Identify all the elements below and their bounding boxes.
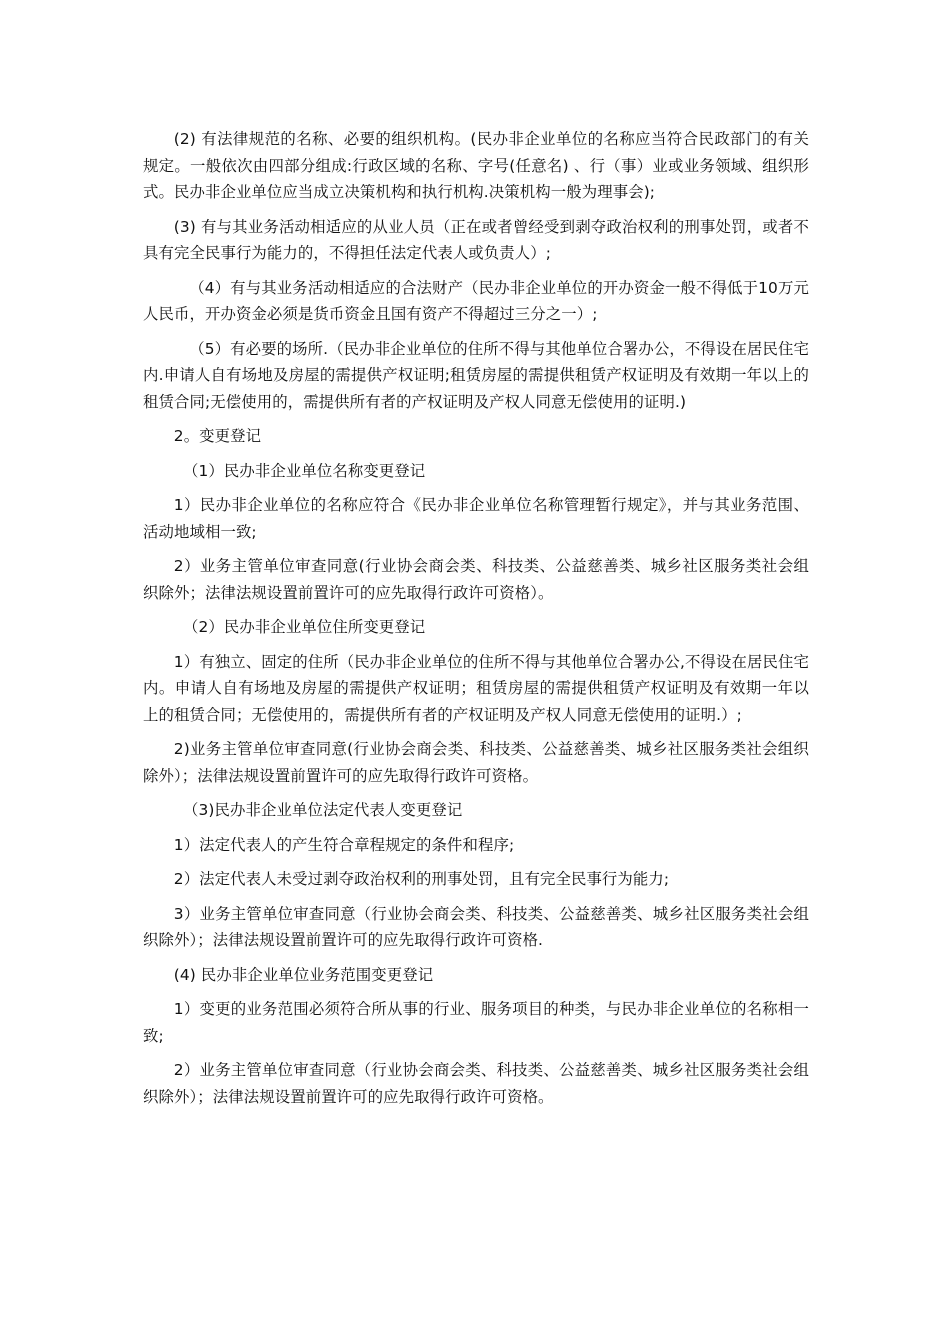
section-heading-change-registration: 2。变更登记	[173, 427, 262, 445]
paragraph-address-change-1: 1）有独立、固定的住所（民办非企业单位的住所不得与其他单位合署办公,不得设在居民住宅内。申请人自有场地及房屋的需提供产权证明；租赁房屋的需提供租赁产权证明及有效期一年以上的租赁合同；无偿使用的，需提供所有者的产权证明及产权人同意无偿使用的证明.）;	[143, 652, 809, 724]
paragraph-business-scope-2: 2）业务主管单位审查同意（行业协会商会类、科技类、公益慈善类、城乡社区服务类社会组织除外）；法律法规设置前置许可的应先取得行政许可资格。	[143, 1061, 809, 1106]
paragraph-premises: （5）有必要的场所.（民办非企业单位的住所不得与其他单位合署办公，不得设在居民住宅内.申请人自有场地及房屋的需提供产权证明;租赁房屋的需提供租赁产权证明及有效期一年以上的租赁合同;无偿使用的，需提供所有者的产权证明及产权人同意无偿使用的证明.)	[143, 339, 809, 411]
paragraph-business-scope-1: 1）变更的业务范围必须符合所从事的行业、服务项目的种类，与民办非企业单位的名称相一致;	[143, 1000, 809, 1045]
paragraph-org-name-structure: (2) 有法律规范的名称、必要的组织机构。(民办非企业单位的名称应当符合民政部门的有关规定。一般依次由四部分组成:行政区域的名称、字号(任意名) 、行（事）业或业务领域、组织形式。民办非企业单位应当成立决策机构和执行机构.决策机构一般为理事会);	[143, 130, 809, 201]
document-body	[143, 126, 809, 1118]
paragraph-assets: （4）有与其业务活动相适应的合法财产（民办非企业单位的开办资金一般不得低于10万元人民币，开办资金必须是货币资金且国有资产不得超过三分之一）;	[143, 278, 809, 323]
subheading-business-scope-change: (4) 民办非企业单位业务范围变更登记	[173, 965, 434, 984]
subheading-address-change: （2）民办非企业单位住所变更登记	[183, 618, 426, 636]
subheading-legal-rep-change: （3)民办非企业单位法定代表人变更登记	[183, 801, 463, 819]
paragraph-staff: (3) 有与其业务活动相适应的从业人员（正在或者曾经受到剥夺政治权利的刑事处罚，或者不具有完全民事行为能力的，不得担任法定代表人或负责人）;	[143, 217, 809, 262]
subheading-name-change: （1）民办非企业单位名称变更登记	[183, 461, 426, 480]
paragraph-legal-rep-3: 3）业务主管单位审查同意（行业协会商会类、科技类、公益慈善类、城乡社区服务类社会组织除外）；法律法规设置前置许可的应先取得行政许可资格.	[143, 904, 809, 949]
paragraph-name-change-1: 1）民办非企业单位的名称应符合《民办非企业单位名称管理暂行规定》，并与其业务范围、活动地域相一致;	[143, 496, 809, 541]
paragraph-legal-rep-1: 1）法定代表人的产生符合章程规定的条件和程序;	[173, 835, 515, 854]
paragraph-address-change-2: 2)业务主管单位审查同意(行业协会商会类、科技类、公益慈善类、城乡社区服务类社会组织除外）；法律法规设置前置许可的应先取得行政许可资格。	[143, 740, 809, 785]
paragraph-name-change-2: 2）业务主管单位审查同意(行业协会商会类、科技类、公益慈善类、城乡社区服务类社会组织除外；法律法规设置前置许可的应先取得行政许可资格）。	[143, 557, 809, 602]
paragraph-legal-rep-2: 2）法定代表人未受过剥夺政治权利的刑事处罚，且有完全民事行为能力;	[173, 870, 670, 888]
